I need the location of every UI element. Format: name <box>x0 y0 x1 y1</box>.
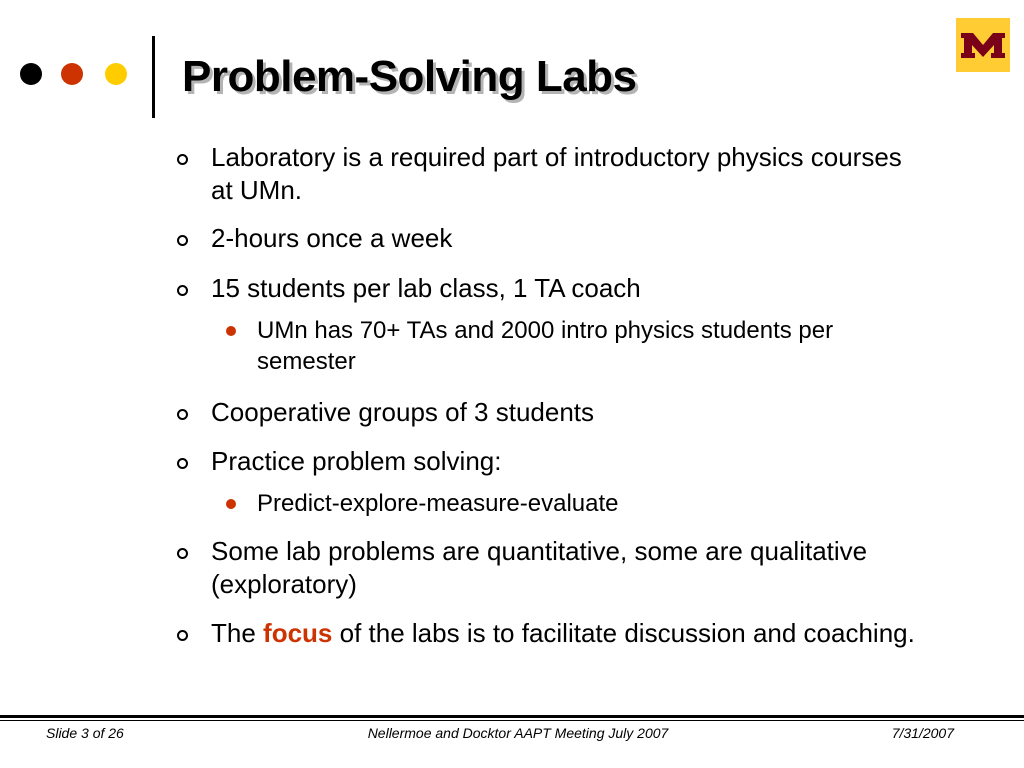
bullet-item <box>176 141 921 207</box>
bullet-item <box>176 222 921 255</box>
title-divider <box>152 36 155 118</box>
emphasis-word: focus <box>263 618 333 648</box>
hollow-circle-bullet-icon <box>177 548 188 559</box>
header-dot-gold <box>105 63 127 85</box>
sub-bullet-text: UMn has 70+ TAs and 2000 intro physics students per semester <box>257 317 834 375</box>
hollow-circle-bullet-icon <box>177 235 188 246</box>
sub-bullet-text: Predict-explore-measure-evaluate <box>257 490 619 517</box>
footer-rule-thick <box>0 715 1024 718</box>
bullet-item <box>176 445 921 478</box>
bullet-item <box>176 396 921 429</box>
footer-presentation-title: Nellermoe and Docktor AAPT Meeting July 2007 <box>367 725 669 741</box>
hollow-circle-bullet-icon <box>177 285 188 296</box>
bullet-text-suffix: of the labs is to facilitate discussion and coaching. <box>339 618 915 648</box>
bullet-text-prefix: The <box>211 618 256 648</box>
header-dot-black <box>20 63 42 85</box>
bullet-text: Practice problem solving: <box>211 446 502 476</box>
hollow-circle-bullet-icon <box>177 630 188 641</box>
bullet-text: 2-hours once a week <box>211 223 453 253</box>
header-dot-red <box>61 63 83 85</box>
bullet-item <box>176 535 921 601</box>
sub-bullet-item <box>176 488 921 519</box>
footer-date: 7/31/2007 <box>891 725 954 741</box>
hollow-circle-bullet-icon <box>177 154 188 165</box>
bullet-item <box>176 617 921 650</box>
hollow-circle-bullet-icon <box>177 458 188 469</box>
slide-content <box>176 141 921 650</box>
bullet-text: Some lab problems are quantitative, some are qualitative (exploratory) <box>211 536 868 599</box>
bullet-item <box>176 272 921 305</box>
sub-bullet-item <box>176 315 921 377</box>
footer-rule-thin <box>0 720 1024 721</box>
university-m-logo-icon <box>956 18 1010 72</box>
filled-circle-bullet-icon <box>226 499 236 509</box>
filled-circle-bullet-icon <box>226 326 236 336</box>
bullet-text: Cooperative groups of 3 students <box>211 397 595 427</box>
bullet-text: 15 students per lab class, 1 TA coach <box>211 273 641 303</box>
footer-slide-number: Slide 3 of 26 <box>46 725 124 741</box>
slide-title: Problem-Solving Labs <box>182 52 637 101</box>
bullet-text: Laboratory is a required part of introductory physics courses at UMn. <box>211 142 902 205</box>
hollow-circle-bullet-icon <box>177 409 188 420</box>
